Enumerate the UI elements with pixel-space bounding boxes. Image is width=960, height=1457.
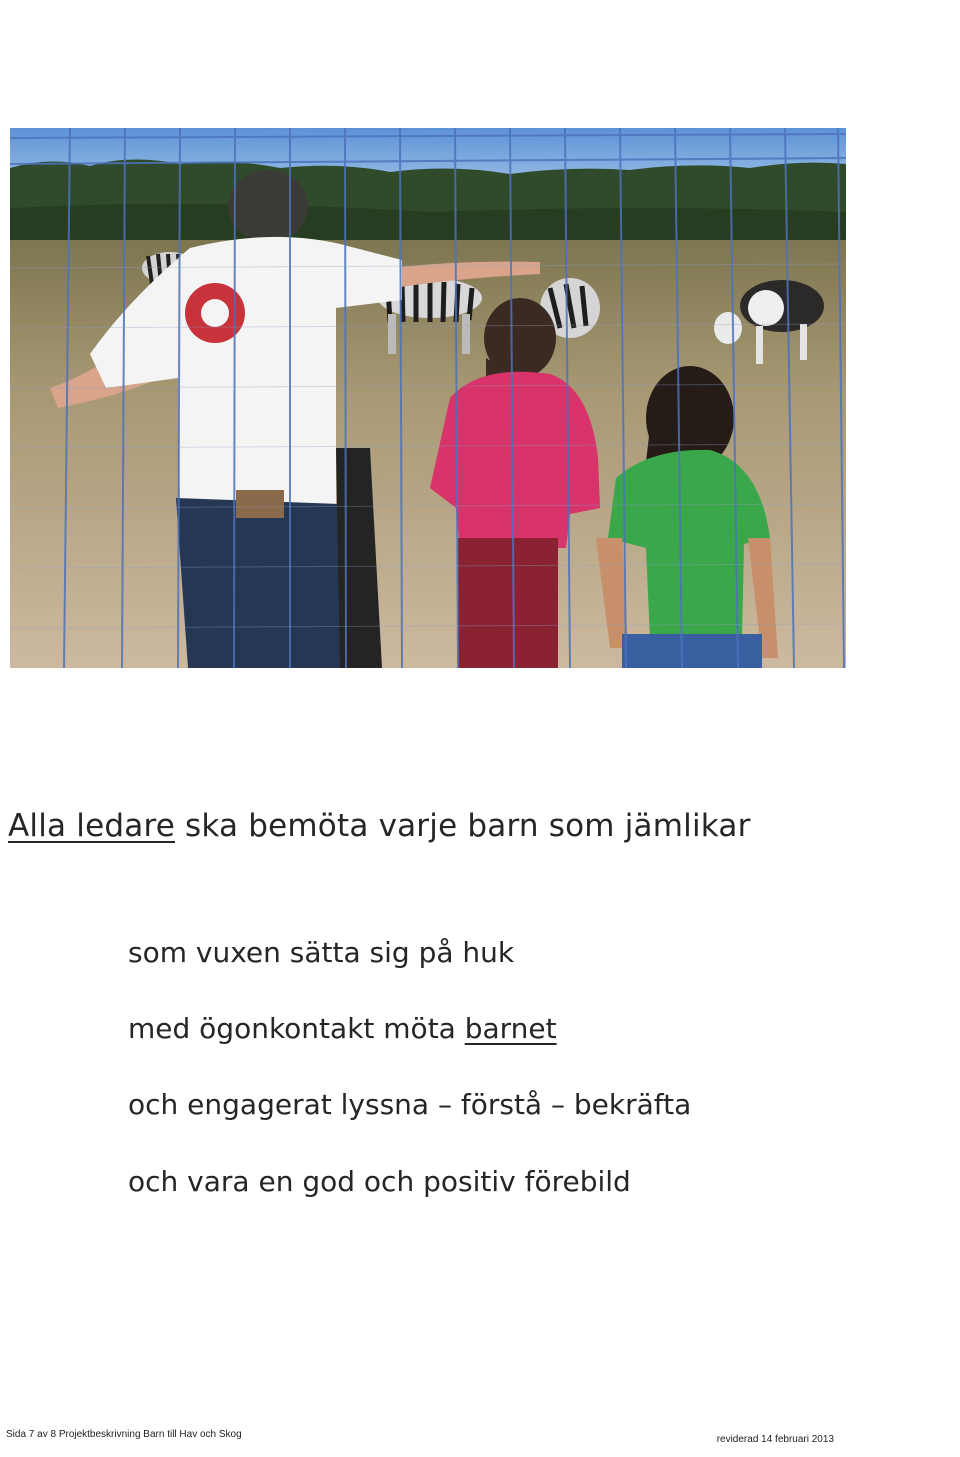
guideline-3: och engagerat lyssna – förstå – bekräfta (128, 1088, 692, 1121)
headline (8, 808, 751, 844)
jeans (176, 498, 350, 668)
headline-rest: ska bemöta varje barn som jämlikar (174, 808, 751, 844)
guideline-4: och vara en god och positiv förebild (128, 1165, 631, 1198)
headline-underlined: Alla ledare (8, 808, 175, 844)
guideline-2-text: med ögonkontakt möta (128, 1012, 465, 1045)
footer-revision-date: reviderad 14 februari 2013 (716, 1434, 834, 1445)
zoo-photo (10, 128, 846, 668)
footer-page-info: Sida 7 av 8 Projektbeskrivning Barn till Hav och Skog (6, 1429, 242, 1440)
guideline-1: som vuxen sätta sig på huk (128, 936, 515, 969)
guideline-2 (128, 1012, 557, 1045)
guideline-2-underlined: barnet (464, 1012, 557, 1045)
